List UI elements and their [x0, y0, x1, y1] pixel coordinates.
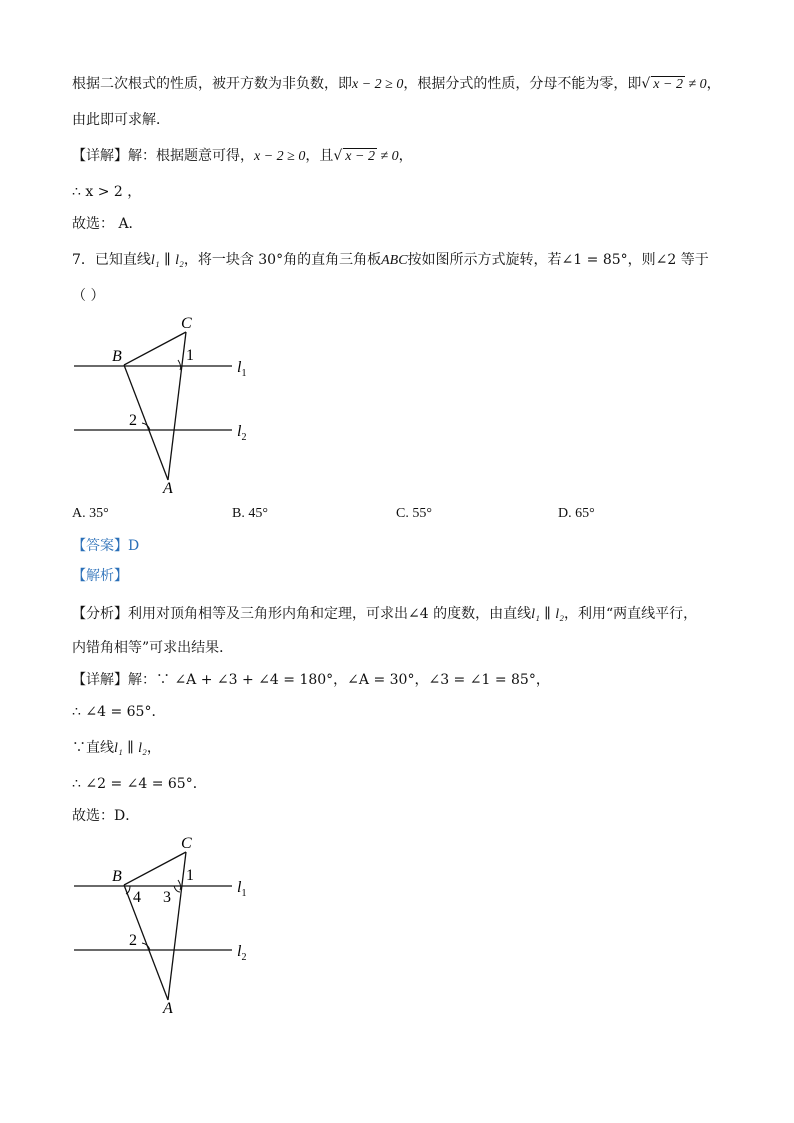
label-c: C	[181, 835, 192, 852]
label-b: B	[112, 868, 122, 885]
solution-figure	[60, 830, 280, 1020]
detail-line-1: 【详解】解：根据题意可得，x − 2 ≥ 0，且√ x − 2 ≠ 0，	[72, 148, 413, 164]
side-bc	[124, 852, 186, 885]
label-l2: $l_2$	[237, 423, 247, 443]
label-c: C	[181, 315, 192, 332]
option-c[interactable]: C. 55°	[396, 506, 432, 521]
detail-q7-line-1: 【详解】解：∵ ∠A + ∠3 + ∠4 = 180°，∠A = 30°，∠3 = ∠1 = 85°，	[72, 672, 550, 688]
option-d[interactable]: D. 65°	[558, 506, 595, 521]
solution-line-1: 根据二次根式的性质，被开方数为非负数，即x − 2 ≥ 0，根据分式的性质，分母不能为零，即√ x − 2 ≠ 0，	[72, 76, 721, 92]
label-angle-2: 2	[129, 932, 137, 949]
side-ca	[168, 852, 186, 1000]
analysis-label: 【解析】	[72, 568, 128, 584]
label-angle-4: 4	[133, 889, 141, 906]
analysis-line-1: 【分析】利用对顶角相等及三角形内角和定理，可求出∠4 的度数，由直线l₁ ∥ l₂，利用“两直线平行，	[72, 606, 698, 622]
label-a: A	[163, 1000, 173, 1017]
angle-arc-1	[178, 360, 181, 370]
label-l1: $l_1$	[237, 879, 247, 899]
label-a: A	[163, 480, 173, 497]
sqrt-expression: x − 2	[345, 149, 375, 164]
question-7-figure	[60, 308, 280, 498]
detail-q7-line-4: ∴ ∠2 = ∠4 = 65°．	[72, 776, 207, 792]
label-l2: $l_2$	[237, 943, 247, 963]
question-7-stem: 7．已知直线l₁ ∥ l₂，将一块含 30°角的直角三角板ABC按如图所示方式旋转，若∠1 = 85°，则∠2 等于	[72, 252, 709, 268]
detail-q7-line-3: ∵直线l₁ ∥ l₂，	[72, 740, 161, 756]
angle-arc-1	[178, 880, 181, 890]
solution-line-2: 由此即可求解．	[72, 112, 170, 128]
detail-q7-line-2: ∴ ∠4 = 65°．	[72, 704, 166, 720]
side-bc	[124, 332, 186, 365]
side-ca	[168, 332, 186, 480]
question-7-paren: （ ）	[72, 288, 105, 304]
label-angle-3: 3	[163, 889, 171, 906]
detail-q7-line-5: 故选：D．	[72, 808, 140, 824]
choice-line: 故选： A．	[72, 216, 143, 232]
label-angle-2: 2	[129, 412, 137, 429]
label-b: B	[112, 348, 122, 365]
label-angle-1: 1	[186, 347, 194, 364]
detail-line-2: ∴ x > 2 ，	[72, 184, 142, 200]
label-l1: $l_1$	[237, 359, 247, 379]
analysis-line-2: 内错角相等”可求出结果．	[72, 640, 234, 656]
answer-label: 【答案】D	[72, 538, 140, 554]
sqrt-expression: x − 2	[653, 77, 683, 92]
angle-arc-3	[174, 886, 180, 892]
option-a[interactable]: A. 35°	[72, 506, 109, 521]
label-angle-1: 1	[186, 867, 194, 884]
option-b[interactable]: B. 45°	[232, 506, 268, 521]
